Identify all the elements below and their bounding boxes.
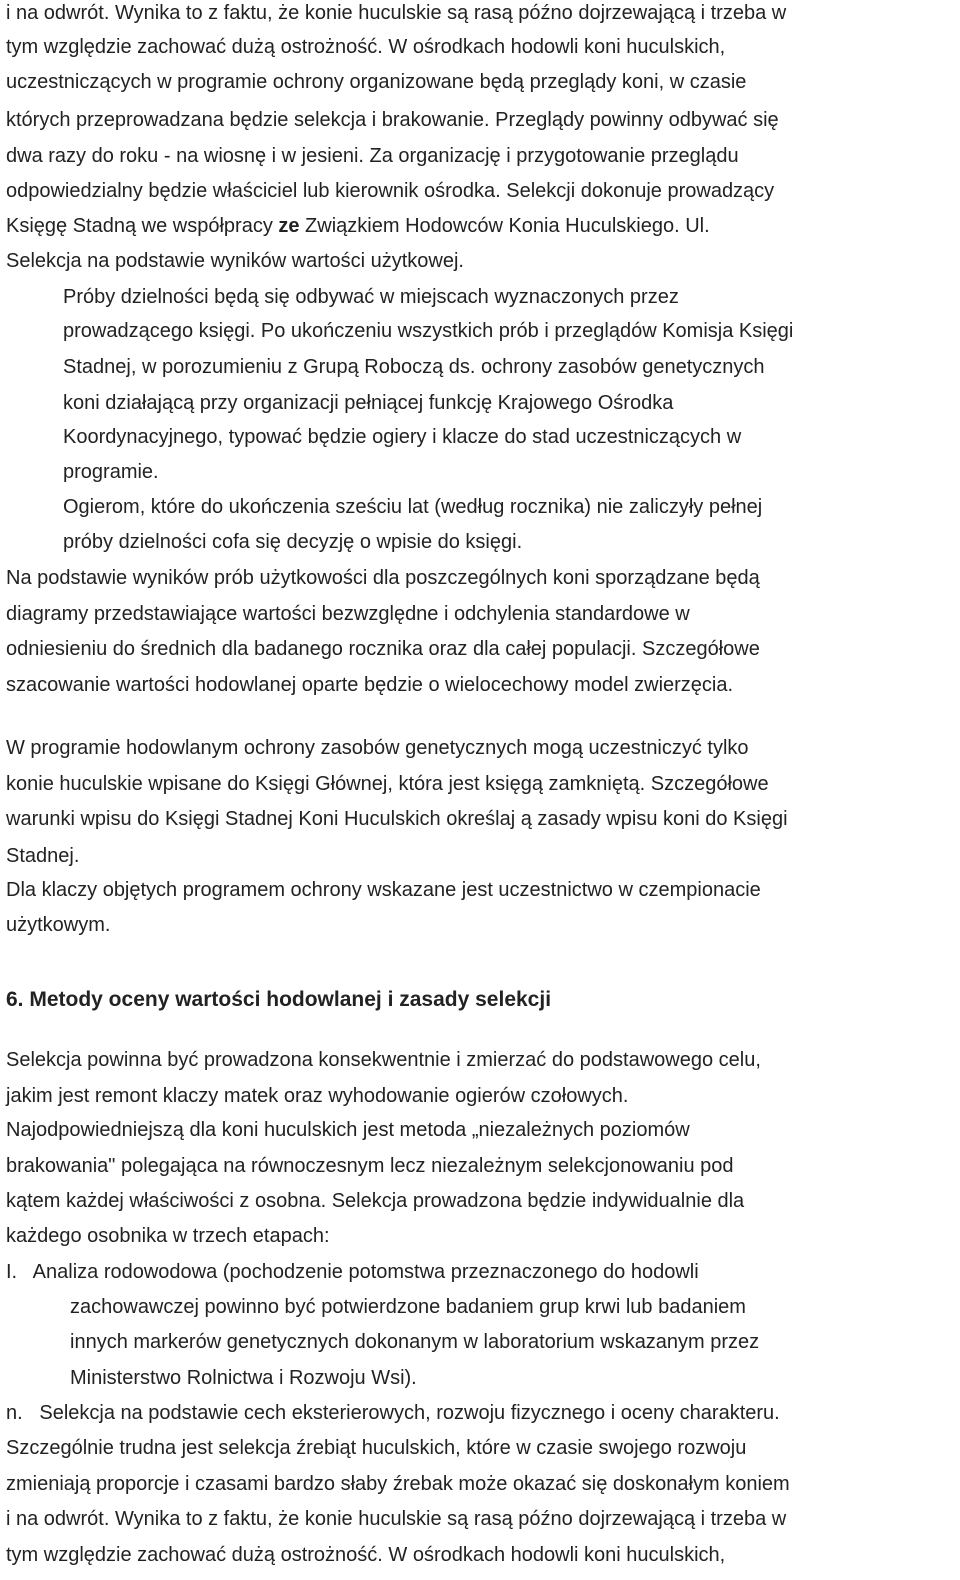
text-line: uczestniczących w programie ochrony organizowane będą przeglądy koni, w czasie xyxy=(6,71,747,93)
list-item-line: zachowawczej powinno być potwierdzone badaniem grup krwi lub badaniem xyxy=(70,1296,746,1318)
bold-text-segment: ze xyxy=(278,215,300,237)
text-segment: Związkiem Hodowców Konia Huculskiego. Ul. xyxy=(299,215,710,237)
text-line: tym względzie zachować dużą ostrożność. W ośrodkach hodowli koni huculskich, xyxy=(6,1544,726,1566)
text-line: kątem każdej właściwości z osobna. Selekcja prowadzona będzie indywidualnie dla xyxy=(6,1190,745,1212)
text-line: brakowania" polegająca na równoczesnym lecz niezależnym selekcjonowaniu pod xyxy=(6,1155,734,1177)
text-line: jakim jest remont klaczy matek oraz wyhodowanie ogierów czołowych. xyxy=(6,1085,629,1107)
text-line: odniesieniu do średnich dla badanego rocznika oraz dla całej populacji. Szczegółowe xyxy=(6,638,760,660)
text-line: konie huculskie wpisane do Księgi Głównej, która jest księgą zamkniętą. Szczegółowe xyxy=(6,773,769,795)
text-line: warunki wpisu do Księgi Stadnej Koni Huculskich określaj ą zasady wpisu koni do Księgi xyxy=(6,808,788,830)
text-line: Szczególnie trudna jest selekcja źrebiąt huculskich, które w czasie swojego rozwoju xyxy=(6,1437,747,1459)
text-line: W programie hodowlanym ochrony zasobów genetycznych mogą uczestniczyć tylko xyxy=(6,737,749,759)
list-item-line: I. Analiza rodowodowa (pochodzenie potomstwa przeznaczonego do hodowli xyxy=(6,1261,699,1283)
text-segment: Księgę Stadną we współpracy xyxy=(6,215,279,237)
text-line: szacowanie wartości hodowlanej oparte będzie o wielocechowy model zwierzęcia. xyxy=(6,674,734,696)
text-line: Najodpowiedniejszą dla koni huculskich jest metoda „niezależnych poziomów xyxy=(6,1119,690,1141)
text-line: i na odwrót. Wynika to z faktu, że konie huculskie są rasą późno dojrzewającą i trzeba w xyxy=(6,1508,787,1530)
text-line: Stadnej. xyxy=(6,845,80,867)
text-line: i na odwrót. Wynika to z faktu, że konie huculskie są rasą późno dojrzewającą i trzeba w xyxy=(6,2,787,24)
text-line: diagramy przedstawiające wartości bezwzględne i odchylenia standardowe w xyxy=(6,603,690,625)
text-line: koni działającą przy organizacji pełniącej funkcję Krajowego Ośrodka xyxy=(63,392,674,414)
text-line: tym względzie zachować dużą ostrożność. W ośrodkach hodowli koni huculskich, xyxy=(6,36,726,58)
list-item-line: innych markerów genetycznych dokonanym w laboratorium wskazanym przez xyxy=(70,1331,760,1353)
text-line: Na podstawie wyników prób użytkowości dla poszczególnych koni sporządzane będą xyxy=(6,567,760,589)
text-line: Ogierom, które do ukończenia sześciu lat (według rocznika) nie zaliczyły pełnej xyxy=(63,496,763,518)
text-line: próby dzielności cofa się decyzję o wpisie do księgi. xyxy=(63,531,523,553)
text-line: Próby dzielności będą się odbywać w miejscach wyznaczonych przez xyxy=(63,286,679,308)
text-line: Koordynacyjnego, typować będzie ogiery i klacze do stad uczestniczących w xyxy=(63,426,742,448)
text-line: Dla klaczy objętych programem ochrony wskazane jest uczestnictwo w czempionacie xyxy=(6,879,761,901)
text-line: programie. xyxy=(63,461,159,483)
text-line: każdego osobnika w trzech etapach: xyxy=(6,1225,330,1247)
text-line: zmieniają proporcje i czasami bardzo słaby źrebak może okazać się doskonałym koniem xyxy=(6,1473,790,1495)
text-line xyxy=(6,214,710,238)
list-item-line: n. Selekcja na podstawie cech eksterierowych, rozwoju fizycznego i oceny charakteru. xyxy=(6,1402,780,1424)
text-line: dwa razy do roku - na wiosnę i w jesieni. Za organizację i przygotowanie przeglądu xyxy=(6,145,739,167)
text-line: Stadnej, w porozumieniu z Grupą Roboczą ds. ochrony zasobów genetycznych xyxy=(63,356,765,378)
text-line: użytkowym. xyxy=(6,914,111,936)
text-line: których przeprowadzana będzie selekcja i brakowanie. Przeglądy powinny odbywać się xyxy=(6,109,779,131)
text-line: odpowiedzialny będzie właściciel lub kierownik ośrodka. Selekcji dokonuje prowadzący xyxy=(6,180,775,202)
section-heading: 6. Metody oceny wartości hodowlanej i zasady selekcji xyxy=(6,988,552,1011)
text-line: Selekcja powinna być prowadzona konsekwentnie i zmierzać do podstawowego celu, xyxy=(6,1049,761,1071)
text-line: prowadzącego księgi. Po ukończeniu wszystkich prób i przeglądów Komisja Księgi xyxy=(63,320,794,342)
list-item-line: Ministerstwo Rolnictwa i Rozwoju Wsi). xyxy=(70,1367,417,1389)
text-line: Selekcja na podstawie wyników wartości użytkowej. xyxy=(6,250,464,272)
